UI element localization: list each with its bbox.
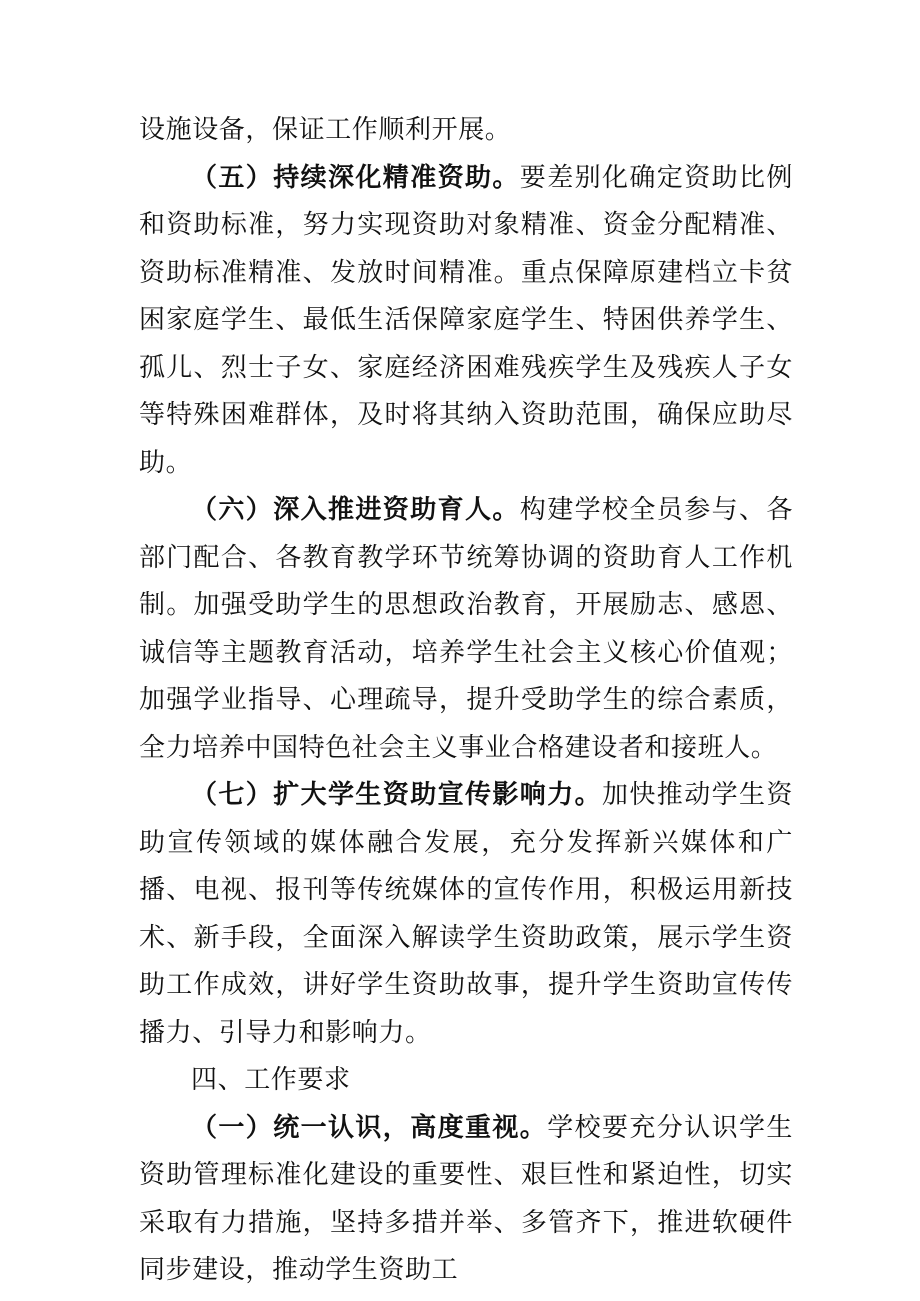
paragraph-text: 要差别化确定资助比例和资助标准，努力实现资助对象精准、资金分配精准、资助标准精准、发放时间精准。重点保障原建档立卡贫困家庭学生、最低生活保障家庭学生、特困供养学生、孤儿、烈士子女、家庭经济困难残疾学生及残疾人子女等特殊困难群体，及时将其纳入资助范围，确保应助尽助。 (139, 162, 793, 478)
paragraph-lead: （七）扩大学生资助宣传影响力。 (191, 780, 602, 810)
paragraph-text: 构建学校全员参与、各部门配合、各教育教学环节统筹协调的资助育人工作机制。加强受助学生的思想政治教育，开展励志、感恩、诚信等主题教育活动，培养学生社会主义核心价值观；加强学业指导、心理疏导，提升受助学生的综合素质，全力培养中国特色社会主义事业合格建设者和接班人。 (139, 495, 793, 763)
paragraph-lead: （五）持续深化精准资助。 (191, 162, 520, 193)
paragraph-text: 设施设备，保证工作顺利开展。 (139, 115, 512, 145)
document-body (139, 107, 793, 1295)
paragraph-lead: （一）统一认识，高度重视。 (191, 1112, 548, 1143)
paragraph-continuation (139, 107, 793, 155)
section-heading: 四、工作要求 (191, 1065, 351, 1095)
paragraph-unified-understanding (139, 1105, 793, 1295)
paragraph-text: 学校要充分认识学生资助管理标准化建设的重要性、艰巨性和紧迫性，切实采取有力措施，坚持多措并举、多管齐下，推进软硬件同步建设，推动学生资助工 (139, 1112, 793, 1285)
paragraph-lead: （六）深入推进资助育人。 (191, 495, 520, 525)
paragraph-publicity (139, 772, 793, 1057)
paragraph-aid-education (139, 487, 793, 772)
paragraph-text: 加快推动学生资助宣传领域的媒体融合发展，充分发挥新兴媒体和广播、电视、报刊等传统媒体的宣传作用，积极运用新技术、新手段，全面深入解读学生资助政策，展示学生资助工作成效，讲好学生资助故事，提升学生资助宣传传播力、引导力和影响力。 (139, 780, 793, 1048)
paragraph-precise-aid (139, 155, 793, 488)
